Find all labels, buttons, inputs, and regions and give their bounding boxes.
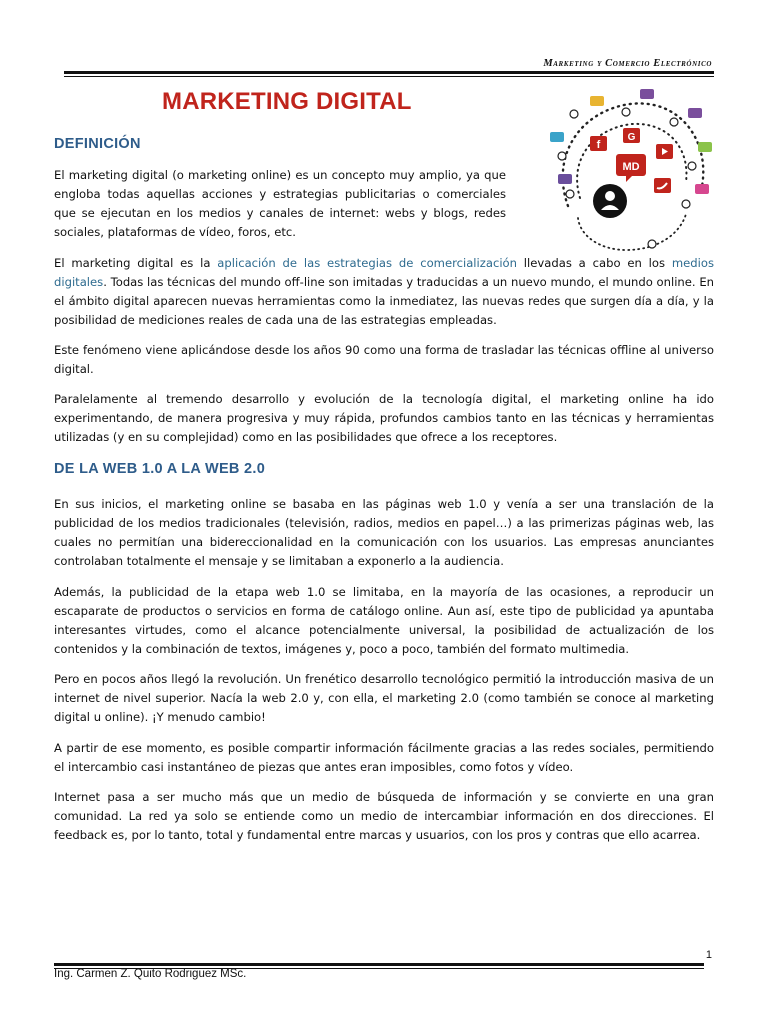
link-estrategias-comercializacion[interactable]: aplicación de las estrategias de comercialización — [217, 256, 517, 270]
paragraph-definicion-4: Paralelamente al tremendo desarrollo y evolución de la tecnología digital, el marketing online ha ido experimentando, de manera progresiva y muy rápida, profundos cambios tanto en las técnicas y herramientas utilizadas (y en su complejidad) como en las posibilidades que ofrece a los receptores. — [54, 392, 714, 444]
paragraph-definicion-2: El marketing digital es la aplicación de las estrategias de comercialización llevadas a cabo en los medios digitales. Todas las técnicas del mundo off-line son imitadas y traducidas a un nuevo mundo, el mundo online. En el ámbito digital aparecen nuevas herramientas como la inmediatez, las nuevas redes que surgen día a día, y la posibilidad de mediciones reales de cada una de las estrategias empleadas. — [54, 256, 715, 327]
paragraph-definicion-1: El marketing digital (o marketing online) es un concepto muy amplio, ya que engloba todas aquellas acciones y estrategias publicitarias o comerciales que se ejecutan en los medios y canales de internet: webs y blogs, redes sociales, plataformas de vídeo, foros, etc. — [54, 168, 506, 239]
svg-text:f: f — [596, 139, 601, 151]
digital-marketing-illustration — [540, 86, 720, 254]
header-rule — [64, 71, 714, 74]
twitter-icon — [654, 178, 671, 193]
paragraph-web-5: Internet pasa a ser mucho más que un medio de búsqueda de información y se convierte en una gran comunidad. La red ya solo se entiende como un medio de intercambiar información en dos direcciones. El feedback es, por lo tanto, total y fundamental entre marcas y usuarios, con los pros y contras que ello acarrea. — [54, 790, 714, 842]
footer-rule — [54, 963, 704, 966]
md-badge-text: MD — [622, 161, 640, 173]
section-heading-web: DE LA WEB 1.0 A LA WEB 2.0 — [54, 461, 266, 477]
header-rule-thin — [64, 76, 714, 77]
paragraph-web-2: Además, la publicidad de la etapa web 1.0 se limitaba, en la mayoría de las ocasiones, a reproducir un escaparate de productos o servicios en forma de catálogo online. Aun así, este tipo de publicidad ya apuntaba interesantes virtudes, como el alcance potencialmente universal, la posibilidad de actualización de los contenidos y la combinación de textos, imágenes y, poco a poco, también del formato multimedia. — [54, 585, 714, 656]
page-title: MARKETING DIGITAL — [162, 88, 412, 115]
section-heading-definicion: DEFINICIÓN — [54, 136, 141, 152]
paragraph-web-3: Pero en pocos años llegó la revolución. Un frenético desarrollo tecnológico permitió la introducción masiva de un internet de nivel superior. Nacía la web 2.0 y, con ella, el marketing 2.0 (como también se conoce al marketing digital u online). ¡Y menudo cambio! — [54, 672, 714, 724]
running-header: Marketing y Comercio Electrónico — [543, 58, 712, 69]
paragraph-web-4: A partir de ese momento, es posible compartir información fácilmente gracias a las redes sociales, permitiendo el intercambio casi instantáneo de piezas que antes eran imposibles, como fotos y vídeo. — [54, 741, 714, 774]
svg-text:G: G — [627, 132, 636, 143]
page-number: 1 — [705, 949, 712, 961]
paragraph-definicion-3: Este fenómeno viene aplicándose desde los años 90 como una forma de trasladar las técnicas offline al universo digital. — [54, 343, 714, 376]
link-medios-digitales[interactable]: medios digitales — [54, 256, 715, 289]
author-footer: Ing. Carmen Z. Quito Rodriguez MSc. — [54, 968, 247, 980]
paragraph-web-1: En sus inicios, el marketing online se basaba en las páginas web 1.0 y venía a ser una translación de la publicidad de los medios tradicionales (televisión, radios, medios en papel…) a las primerizas páginas web, las cuales no permitían una bidereccionalidad en la comunicación con los usuarios. Las empresas anunciantes controlaban totalmente el mensaje y se limitaban a exponerlo a la audiencia. — [54, 497, 714, 568]
